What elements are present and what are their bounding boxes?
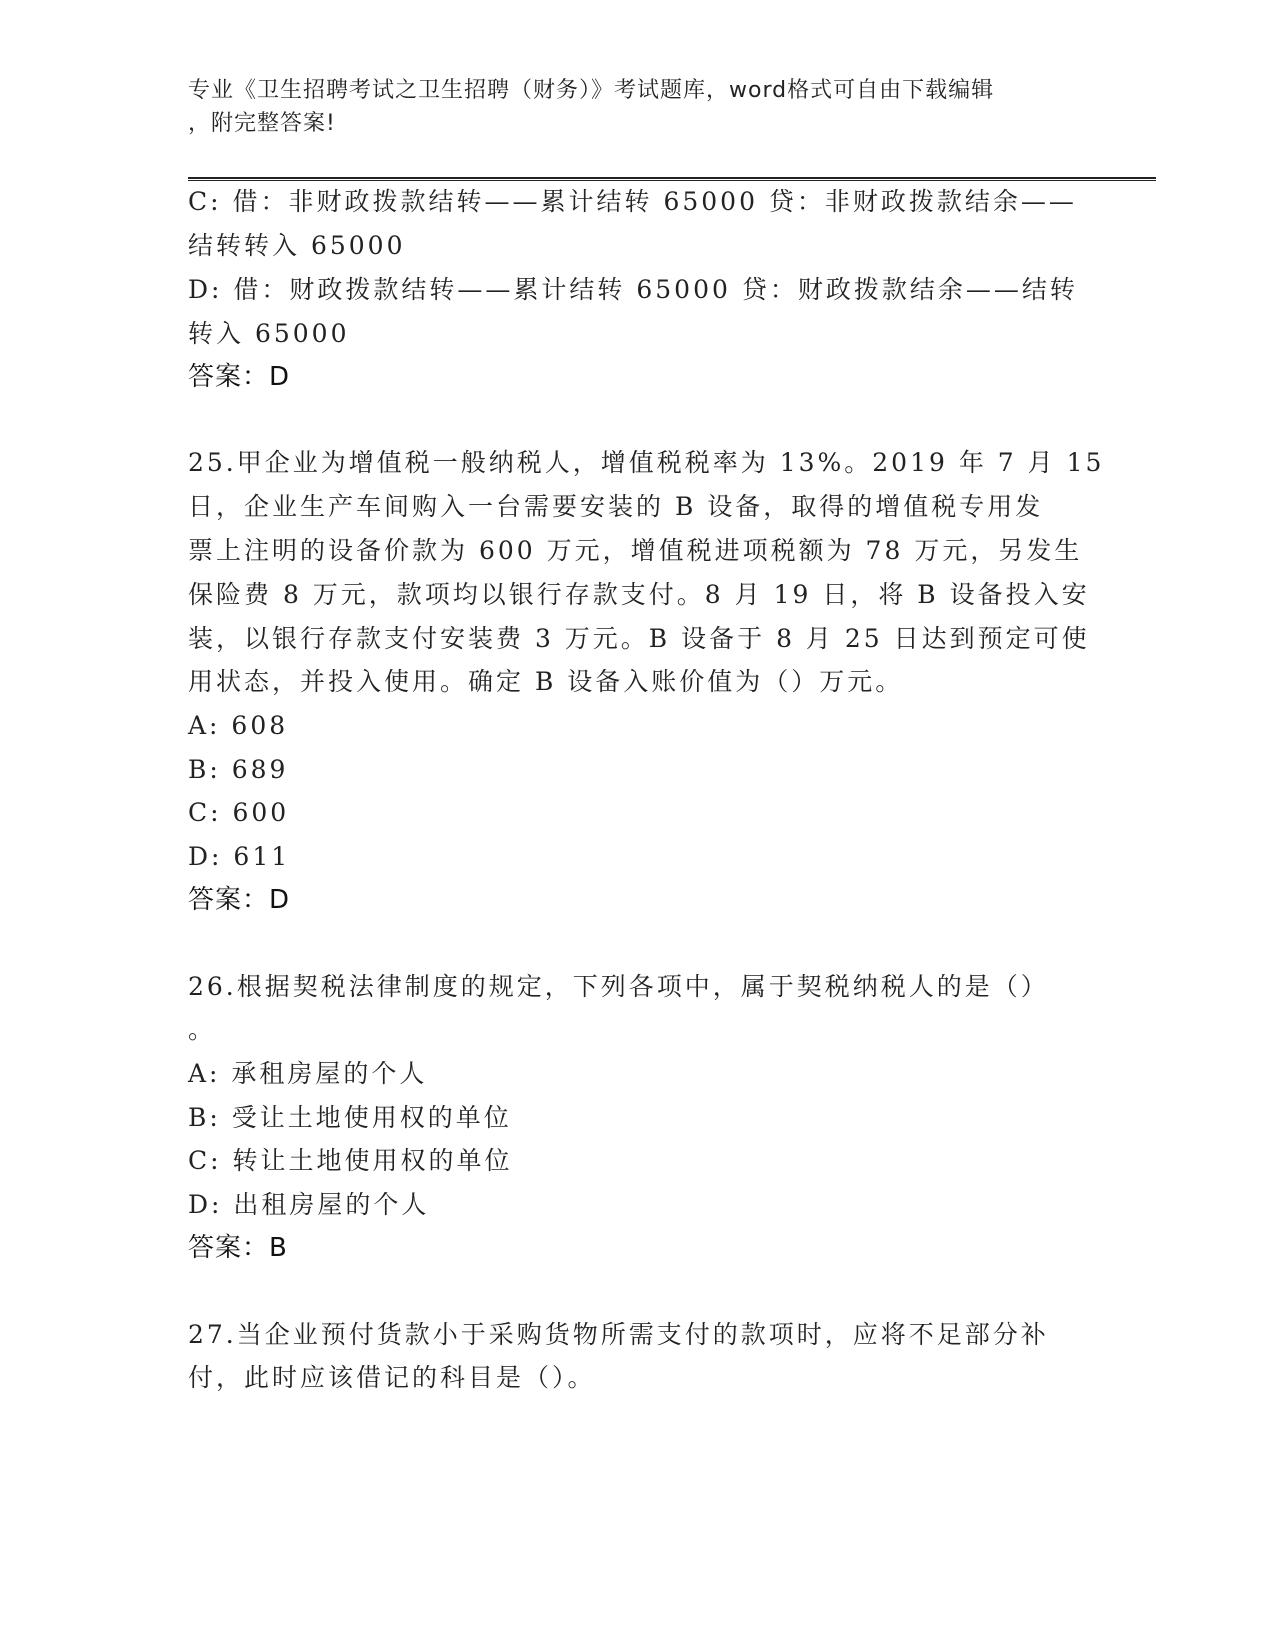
header-divider	[188, 177, 1156, 181]
q24-answer: 答案：D	[188, 362, 291, 392]
q25-answer: 答案：D	[188, 885, 291, 915]
q25-stem-line-3: 票上注明的设备价款为 600 万元，增值税进项税额为 78 万元，另发生	[188, 536, 1083, 565]
header-line-1: 专业《卫生招聘考试之卫生招聘（财务）》考试题库，word格式可自由下载编辑	[188, 78, 995, 103]
q24-option-d-line-1: D: 借：财政拨款结转——累计结转 65000 贷：财政拨款结余——结转	[188, 275, 1078, 304]
q25-option-b: B: 689	[188, 755, 289, 784]
q26-answer: 答案：B	[188, 1233, 288, 1263]
q26-option-b: B: 受让土地使用权的单位	[188, 1103, 512, 1132]
q25-option-a: A: 608	[188, 711, 289, 740]
document-header	[188, 74, 1068, 140]
q24-option-d-line-2: 转入 65000	[188, 319, 350, 348]
q24-option-c-line-1: C: 借：非财政拨款结转——累计结转 65000 贷：非财政拨款结余——	[188, 187, 1077, 216]
q27-stem-line-1: 27.当企业预付货款小于采购货物所需支付的款项时，应将不足部分补	[188, 1320, 1049, 1349]
q26-stem-line-1: 26.根据契税法律制度的规定，下列各项中，属于契税纳税人的是（）	[188, 972, 1049, 1001]
q27-stem-line-2: 付，此时应该借记的科目是（）。	[188, 1363, 596, 1392]
header-line-2: ，附完整答案!	[188, 111, 336, 136]
q26-option-a: A: 承租房屋的个人	[188, 1059, 428, 1088]
q26-option-d: D: 出租房屋的个人	[188, 1190, 430, 1219]
q25-stem-line-1: 25.甲企业为增值税一般纳税人，增值税税率为 13%。2019 年 7 月 15	[188, 448, 1105, 477]
q25-stem-line-4: 保险费 8 万元，款项均以银行存款支付。8 月 19 日，将 B 设备投入安	[188, 580, 1090, 609]
q26-stem-line-2: 。	[188, 1015, 217, 1044]
q25-stem-line-5: 装，以银行存款支付安装费 3 万元。B 设备于 8 月 25 日达到预定可使	[188, 624, 1090, 653]
q26-option-c: C: 转让土地使用权的单位	[188, 1146, 513, 1175]
q25-stem-line-2: 日，企业生产车间购入一台需要安装的 B 设备，取得的增值税专用发	[188, 492, 1044, 521]
q24-option-c-line-2: 结转转入 65000	[188, 231, 406, 260]
q25-stem-line-6: 用状态，并投入使用。确定 B 设备入账价值为（）万元。	[188, 667, 904, 696]
q25-option-d: D: 611	[188, 842, 291, 871]
q25-option-c: C: 600	[188, 798, 290, 827]
